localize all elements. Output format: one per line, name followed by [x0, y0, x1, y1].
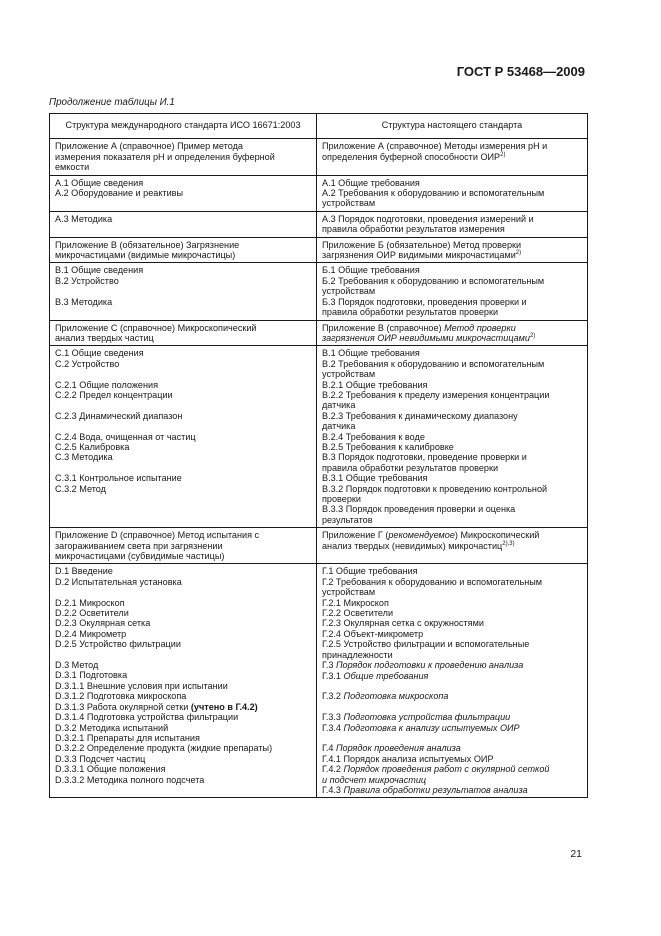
cell-text: датчика: [322, 421, 356, 432]
cell-text: В.2.3 Требования к динамическому диапазону: [322, 410, 518, 421]
cell-text: А.3 Методика: [55, 213, 113, 224]
cell-line: [55, 681, 311, 691]
table-row: [50, 175, 588, 211]
cell-text: С.2.3 Динамический диапазон: [55, 410, 183, 421]
cell-text: D.3.1.4 Подготовка устройства фильтрации: [55, 712, 239, 723]
cell-text: В.2 Устройство: [55, 275, 119, 286]
appendix-title-plain: Приложение В (справочное): [322, 322, 445, 333]
cell-text: микрочастицами (видимые микрочастицы): [55, 250, 236, 261]
cell-text: Б.2 Требования к оборудованию и вспомогательным: [322, 275, 545, 286]
cell-text-italic: Общие требования: [343, 670, 429, 681]
cell-left: [50, 175, 317, 211]
cell-text: Г.2.4 Объект-микрометр: [322, 628, 424, 639]
cell-line: [55, 598, 311, 608]
cell-text: D.2.3 Окулярная сетка: [55, 618, 151, 629]
cell-line: [55, 442, 311, 452]
cell-line: [55, 141, 311, 151]
cell-text: Приложение D (справочное) Метод испытания с: [55, 530, 260, 541]
cell-line: [322, 359, 582, 369]
cell-line: [322, 188, 582, 198]
cell-line: [322, 463, 582, 473]
cell-left: [50, 263, 317, 320]
cell-text: D.2.4 Микрометр: [55, 628, 127, 639]
cell-line: [322, 297, 582, 307]
cell-line: [322, 764, 582, 774]
cell-text: D.2.5 Устройство фильтрации: [55, 639, 181, 650]
cell-left: [50, 237, 317, 263]
cell-right: [317, 175, 588, 211]
cell-text: С.3.1 Контрольное испытание: [55, 473, 182, 484]
footnote-ref: 2),3): [502, 540, 515, 547]
cell-line: [322, 504, 582, 514]
cell-right: [317, 211, 588, 237]
cell-line: [55, 473, 311, 483]
cell-line: [55, 515, 311, 525]
table-row: [50, 263, 588, 320]
cell-line: [55, 618, 311, 628]
cell-line: [322, 390, 582, 400]
cell-text: Г.3.3: [322, 712, 344, 723]
cell-text: D.3.1.1 Внешние условия при испытании: [55, 680, 228, 691]
cell-text: Г.2.2 Осветители: [322, 608, 394, 619]
cell-text: В.3 Порядок подготовки, проведение проверки и: [322, 452, 527, 463]
cell-text: Б.3 Порядок подготовки, проведения проверки и: [322, 296, 527, 307]
cell-text: Г.2 Требования к оборудованию и вспомогательным: [322, 576, 543, 587]
cell-left: [50, 139, 317, 175]
cell-text: Г.1 Общие требования: [322, 566, 418, 577]
cell-text: устройствам: [322, 286, 376, 297]
cell-line: [322, 214, 582, 224]
cell-line: [322, 577, 582, 587]
cell-text: емкости: [55, 162, 90, 173]
cell-text: D.1 Введение: [55, 566, 113, 577]
cell-text: Б.1 Общие требования: [322, 265, 420, 276]
cell-text: Приложение В (обязательное) Загрязнение: [55, 239, 240, 250]
cell-text: В.2.2 Требования к пределу измерения концентрации: [322, 389, 550, 400]
cell-line: [55, 369, 311, 379]
cell-text: D.3.3.2 Методика полного подсчета: [55, 774, 205, 785]
cell-line: [322, 712, 582, 722]
cell-line: [322, 421, 582, 431]
cell-text: А.1 Общие сведения: [55, 177, 144, 188]
cell-line: [322, 473, 582, 483]
cell-line: [55, 484, 311, 494]
cell-text: правила обработки результатов проверки: [322, 462, 499, 473]
cell-line: [322, 494, 582, 504]
cell-line: [55, 587, 311, 597]
cell-text: микрочастицами (субвидимые частицы): [55, 551, 225, 562]
cell-line: [55, 712, 311, 722]
cell-line: [322, 671, 582, 681]
cell-text: загрязнения ОИР видимыми микрочастицами: [322, 250, 516, 261]
cell-line: [55, 504, 311, 514]
cell-line: [55, 297, 311, 307]
cell-text: определения буферной способности ОИР: [322, 151, 501, 162]
table-row: [50, 564, 588, 798]
cell-line: [322, 618, 582, 628]
cell-line: [322, 276, 582, 286]
cell-line: [55, 551, 311, 561]
appendix-title-plain: Приложение Г (: [322, 530, 389, 541]
footnote-ref: 2): [500, 151, 506, 158]
cell-text-italic: Порядок проведения работ с окулярной сеткой: [343, 764, 550, 775]
cell-line: [322, 681, 582, 691]
cell-text: А.3 Порядок подготовки, проведения измерений и: [322, 213, 534, 224]
cell-text: D.2 Испытательная установка: [55, 576, 182, 587]
cell-right: [317, 564, 588, 798]
cell-line: [55, 411, 311, 421]
cell-line: [322, 587, 582, 597]
cell-line: [55, 463, 311, 473]
cell-right: [317, 237, 588, 263]
cell-line: [322, 432, 582, 442]
cell-right: [317, 528, 588, 564]
cell-line: [322, 411, 582, 421]
cell-line: [322, 442, 582, 452]
cell-line: [322, 639, 582, 649]
cell-line: [55, 188, 311, 198]
table-continuation-caption: Продолжение таблицы И.1: [49, 97, 175, 108]
standard-structure-table: [49, 113, 588, 798]
cell-text: Г.4.3: [322, 784, 344, 795]
cell-text: В.3.3 Порядок проведения проверки и оценка: [322, 504, 516, 515]
cell-text: D.3.2.1 Препараты для испытания: [55, 732, 200, 743]
cell-line: [322, 348, 582, 358]
cell-line: [322, 484, 582, 494]
cell-text: В.3 Методика: [55, 296, 113, 307]
cell-text-italic: и подсчет микрочастиц: [322, 774, 427, 785]
footnote-ref: 2): [529, 332, 536, 339]
cell-line: [55, 323, 311, 333]
cell-text: Г.3.1: [322, 670, 344, 681]
cell-line: [55, 566, 311, 576]
cell-line: [322, 240, 582, 250]
appendix-title-plain: анализ твердых (невидимых) микрочастиц: [322, 540, 503, 551]
cell-line: [55, 286, 311, 296]
cell-line: [55, 380, 311, 390]
cell-left: [50, 346, 317, 528]
cell-right: [317, 346, 588, 528]
cell-text: Г.4.2: [322, 764, 344, 775]
table-header-row: [50, 114, 588, 139]
cell-right: [317, 320, 588, 346]
cell-text: D.3.1 Подготовка: [55, 670, 128, 681]
cell-text: А.2 Оборудование и реактивы: [55, 188, 184, 199]
cell-text: В.2.5 Требования к калибровке: [322, 441, 454, 452]
cell-line: [322, 452, 582, 462]
cell-line: [55, 541, 311, 551]
table-row: [50, 528, 588, 564]
cell-line: [55, 530, 311, 540]
cell-text: Приложение Б (обязательное) Метод проверки: [322, 239, 522, 250]
cell-text: С.2.4 Вода, очищенная от частиц: [55, 431, 196, 442]
cell-text-italic: Подготовка устройства фильтрации: [343, 712, 511, 723]
cell-text-italic: Правила обработки результатов анализа: [343, 784, 528, 795]
cell-text: проверки: [322, 494, 361, 504]
cell-line: [322, 691, 582, 701]
cell-line: [322, 141, 582, 151]
cell-line: [55, 754, 311, 764]
cell-left: [50, 211, 317, 237]
cell-text: D.3 Метод: [55, 660, 99, 671]
cell-text: загораживанием света при загрязнении: [55, 540, 223, 551]
cell-line: [322, 369, 582, 379]
cell-line: [322, 743, 582, 753]
cell-line: [55, 333, 311, 343]
cell-line: [55, 733, 311, 743]
appendix-title-plain: ) Микроскопический: [454, 530, 540, 541]
cell-line: [322, 650, 582, 660]
cell-text: D.3.3 Подсчет частиц: [55, 753, 146, 764]
cell-text: С.2.5 Калибровка: [55, 441, 130, 452]
table-row: [50, 139, 588, 175]
cell-line: [55, 494, 311, 504]
cell-text: Приложение С (справочное) Микроскопический: [55, 322, 257, 333]
standard-header: ГОСТ Р 53468—2009: [456, 64, 585, 79]
cell-line: [322, 723, 582, 733]
column-header-left: Структура международного стандарта ИСО 16671:2003: [50, 114, 317, 139]
cell-line: [322, 775, 582, 785]
cell-text: В.3.1 Общие требования: [322, 473, 428, 484]
table-row: [50, 237, 588, 263]
cell-text: Г.2.1 Микроскоп: [322, 597, 389, 608]
cell-line: [322, 400, 582, 410]
cell-left: [50, 528, 317, 564]
cell-line: [55, 577, 311, 587]
cell-text: D.2.1 Микроскоп: [55, 597, 125, 608]
cell-text-italic: Подготовка к анализу испытуемых ОИР: [343, 722, 520, 733]
cell-line: [322, 660, 582, 670]
cell-line: [55, 359, 311, 369]
cell-text: устройствам: [322, 587, 376, 598]
cell-text: D.3.3.1 Общие положения: [55, 764, 166, 775]
cell-left: [50, 320, 317, 346]
cell-line: [322, 265, 582, 275]
cell-line: [55, 670, 311, 680]
cell-line: [322, 598, 582, 608]
cell-line: [55, 421, 311, 431]
cell-text: датчика: [322, 400, 356, 411]
cell-text: Приложение А (справочное) Методы измерения рН и: [322, 141, 548, 152]
cell-text: Г.3: [322, 660, 336, 671]
cell-line: [322, 178, 582, 188]
appendix-title-italic: загрязнения ОИР невидимыми микрочастицами: [322, 332, 530, 343]
cell-line: [55, 214, 311, 224]
cell-text: Г.3.2: [322, 691, 344, 702]
cell-line: [322, 702, 582, 712]
cell-left: [50, 564, 317, 798]
appendix-title-italic: Метод проверки: [444, 322, 516, 333]
cell-text: С.2 Устройство: [55, 358, 120, 369]
cell-line: [55, 400, 311, 410]
cell-text: устройствам: [322, 198, 376, 209]
column-header-right: Структура настоящего стандарта: [317, 114, 588, 139]
cell-text: D.3.1.2 Подготовка микроскопа: [55, 691, 187, 702]
table-row: [50, 320, 588, 346]
cell-text: анализ твердых частиц: [55, 332, 154, 343]
cell-text: измерения показателя рН и определения буферной: [55, 151, 275, 162]
cell-line: [55, 240, 311, 250]
cell-line: [322, 250, 582, 260]
cell-line: [55, 629, 311, 639]
cell-right: [317, 139, 588, 175]
cell-text: правила обработки результатов измерения: [322, 224, 505, 235]
table-row: [50, 346, 588, 528]
cell-text: С.3.2 Метод: [55, 483, 106, 494]
cell-text: D.3.2.2 Определение продукта (жидкие препараты): [55, 743, 273, 754]
cell-line: [55, 276, 311, 286]
page-number: 21: [570, 848, 582, 860]
cell-text: В.3.2 Порядок подготовки к проведению контрольной: [322, 483, 548, 494]
cell-right: [317, 263, 588, 320]
cell-line: [322, 566, 582, 576]
cell-line: [55, 608, 311, 618]
cell-text: D.3.1.3 Работа окулярной сетки: [55, 701, 191, 712]
cell-text: В.2.1 Общие требования: [322, 379, 428, 390]
cell-text: В.2 Требования к оборудованию и вспомогательным: [322, 358, 545, 369]
cell-line: [55, 162, 311, 172]
cell-text: А.1 Общие требования: [322, 177, 420, 188]
cell-text: Г.4.1 Порядок анализа испытуемых ОИР: [322, 753, 494, 764]
cell-line: [55, 390, 311, 400]
cell-line: [322, 380, 582, 390]
cell-line: [55, 764, 311, 774]
cell-text: принадлежности: [322, 649, 393, 660]
cell-text: устройствам: [322, 369, 376, 380]
cell-line: [55, 250, 311, 260]
cell-line: [55, 265, 311, 275]
cell-text: Г.2.3 Окулярная сетка с окружностями: [322, 618, 484, 629]
cell-line: [55, 702, 311, 712]
cell-text: С.2.2 Предел концентрации: [55, 389, 173, 400]
cell-line: [55, 452, 311, 462]
cell-text: результатов: [322, 514, 373, 525]
cell-text: Приложение А (справочное) Пример метода: [55, 141, 243, 152]
cell-line: [55, 650, 311, 660]
cell-line: [55, 660, 311, 670]
cell-line: [55, 348, 311, 358]
cell-line: [55, 785, 311, 795]
cell-text: правила обработки результатов проверки: [322, 307, 499, 318]
cell-text: Г.3.4: [322, 722, 344, 733]
cell-line: [322, 224, 582, 234]
cell-text: В.2.4 Требования к воде: [322, 431, 425, 442]
cell-text: Г.4: [322, 743, 336, 754]
table-row: [50, 211, 588, 237]
cell-text: Г.2.5 Устройство фильтрации и вспомогательные: [322, 639, 530, 650]
cell-line: [322, 754, 582, 764]
cell-text-italic: Порядок проведения анализа: [335, 743, 461, 754]
cell-text-italic: Подготовка микроскопа: [343, 691, 449, 702]
cell-line: [322, 152, 582, 162]
cell-line: [322, 629, 582, 639]
cell-line: [322, 733, 582, 743]
cell-text: С.2.1 Общие положения: [55, 379, 159, 390]
cell-line: [55, 743, 311, 753]
cell-text: В.1 Общие требования: [322, 348, 420, 359]
cell-text: С.1 Общие сведения: [55, 348, 144, 359]
cell-line: [322, 515, 582, 525]
cell-text: С.3 Методика: [55, 452, 113, 463]
cell-line: [322, 307, 582, 317]
cell-text: D.2.2 Осветители: [55, 608, 129, 619]
cell-text-italic: Порядок подготовки к проведению анализа: [335, 660, 524, 671]
appendix-status-italic: рекомендуемое: [388, 530, 455, 541]
cell-line: [322, 198, 582, 208]
cell-line: [322, 785, 582, 795]
cell-line: [55, 432, 311, 442]
cell-line: [55, 775, 311, 785]
cell-text-bold: (учтено в Г.4.2): [190, 701, 258, 712]
cell-line: [55, 691, 311, 701]
cell-text: А.2 Требования к оборудованию и вспомогательным: [322, 188, 545, 199]
cell-text: В.1 Общие сведения: [55, 265, 144, 276]
cell-line: [55, 723, 311, 733]
cell-line: [322, 286, 582, 296]
cell-text: D.3.2 Методика испытаний: [55, 722, 169, 733]
cell-line: [322, 608, 582, 618]
cell-line: [55, 178, 311, 188]
footnote-ref: 2): [515, 250, 522, 257]
cell-line: [55, 152, 311, 162]
cell-line: [55, 639, 311, 649]
